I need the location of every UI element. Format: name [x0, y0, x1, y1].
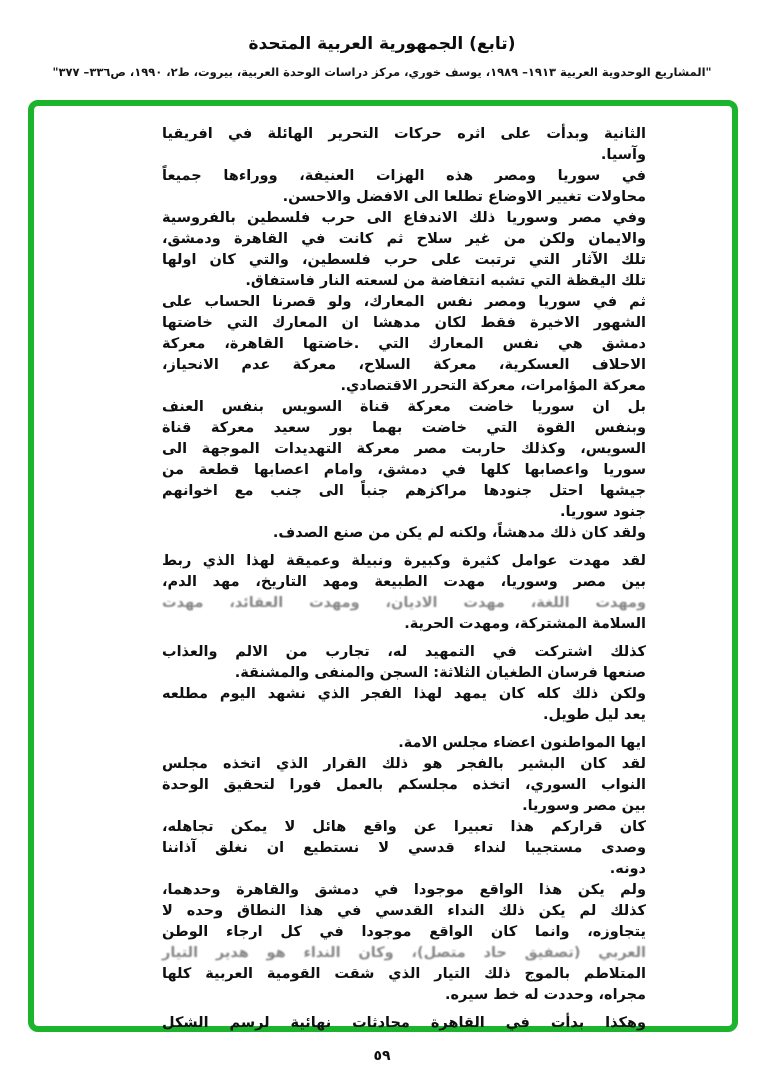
text-line: وبنفس القوة التي خاضت بهما بور سعيد معركة قناة: [162, 420, 646, 436]
text-line: بين مصر وسوريا.: [522, 798, 646, 814]
text-line: السويس، وكذلك حاربت مصر معركة التهديدات الموجهة الى: [162, 441, 646, 457]
text-line: الشهور الاخيرة فقط لكان مدهشا ان المعارك التي خاضتها: [162, 315, 646, 331]
body-text: [162, 124, 646, 1034]
text-line: في سوريا ومصر هذه الهزات العنيفة، ووراءها جميعاً: [162, 168, 646, 184]
text-line: النواب السوري، اتخذه مجلسكم بالعمل فورا لتحقيق الوحدة: [162, 777, 646, 793]
text-line: العربي (تصفيق حاد متصل)، وكان النداء هو هدير التيار: [162, 945, 646, 961]
page-number: ٥٩: [373, 1048, 391, 1064]
text-line: بل ان سوريا خاضت معركة قناة السويس بنفس العنف: [162, 399, 646, 415]
text-line: مجراه، وحددت له خط سيره.: [444, 987, 646, 1003]
text-line: ولم يكن هذا الواقع موجودا في دمشق والقاهرة وحدهما،: [162, 882, 646, 898]
document-header: [0, 34, 764, 79]
text-line: تلك الآثار التي ترتبت على حرب فلسطين، والتي كان اولها: [162, 252, 646, 268]
text-line: وفي مصر وسوريا ذلك الاندفاع الى حرب فلسطين بالفروسية: [162, 210, 646, 226]
text-line: ثم في سوريا ومصر نفس المعارك، ولو قصرنا الحساب على: [162, 294, 646, 310]
text-line: وهكذا بدأت في القاهرة محادثات نهائية لرسم الشكل: [162, 1015, 646, 1031]
text-line: دونه.: [609, 861, 646, 877]
text-line: جيشها احتل جنودها مراكزهم جنباً الى جنب مع اخوانهم: [162, 483, 646, 499]
text-line: بين مصر وسوريا، مهدت الطبيعة ومهد التاريخ، مهد الدم،: [162, 574, 646, 590]
text-line: وصدى مستجيبا لنداء قدسي لا نستطيع ان نغلق آذاننا: [162, 840, 646, 856]
page-title: (تابع) الجمهورية العربية المتحدة: [248, 34, 516, 54]
citation-line: "المشاريع الوحدوية العربية ١٩١٣– ١٩٨٩، يوسف خوري، مركز دراسات الوحدة العربية، بيروت، ط٢، ١٩٩٠، ص٣٣٦– ٣٧٧": [52, 65, 712, 79]
text-line: كان قراركم هذا تعبيرا عن واقع هائل لا يمكن تجاهله،: [162, 819, 646, 835]
text-line: معركة المؤامرات، معركة التحرر الاقتصادي.: [340, 378, 646, 394]
text-line: ايها المواطنون اعضاء مجلس الامة.: [398, 735, 646, 751]
text-line: سوريا واعصابها كلها في دمشق، وامام اعصابها قطعة من: [162, 462, 646, 478]
text-line: دمشق هي نفس المعارك التي .خاضتها القاهرة، معركة: [162, 336, 646, 352]
text-line: كذلك اشتركت في التمهيد له، تجارب من الالم والعذاب: [162, 644, 646, 660]
text-line: يتجاوزه، وانما كان الواقع موجودا في كل ارجاء الوطن: [162, 924, 646, 940]
text-line: والايمان ولكن من غير سلاح ثم كانت في القاهرة ودمشق،: [162, 231, 646, 247]
document-frame: [28, 100, 738, 1032]
text-line: الثانية وبدأت على اثره حركات التحرير الهائلة في افريقيا: [162, 126, 646, 142]
text-line: لقد مهدت عوامل كثيرة وكبيرة ونبيلة وعميقة لهذا الذي ربط: [162, 553, 646, 569]
text-line: محاولات تغيير الاوضاع تطلعا الى الافضل والاحسن.: [282, 189, 646, 205]
text-line: تلك اليقظة التي تشبه انتفاضة من لسعته النار فاستفاق.: [245, 273, 646, 289]
text-line: ومهدت اللغة، مهدت الاديان، ومهدت العقائد، مهدت: [162, 595, 646, 611]
text-line: المتلاطم بالموج ذلك التيار الذي شقت القومية العربية كلها: [162, 966, 646, 982]
text-line: وآسيا.: [600, 147, 646, 163]
text-line: جنود سوريا.: [559, 504, 646, 520]
text-line: كذلك لم يكن ذلك النداء القدسي في هذا النطاق وحده لا: [162, 903, 646, 919]
text-line: السلامة المشتركة، ومهدت الحرية.: [404, 616, 646, 632]
text-line: لقد كان البشير بالفجر هو ذلك القرار الذي اتخذه مجلس: [162, 756, 646, 772]
text-line: ولقد كان ذلك مدهشاً، ولكنه لم يكن من صنع الصدف.: [272, 525, 646, 541]
text-line: يعد ليل طويل.: [542, 707, 646, 723]
text-line: صنعها فرسان الطغيان الثلاثة: السجن والمنفى والمشنقة.: [234, 665, 646, 681]
text-line: ولكن ذلك كله كان يمهد لهذا الفجر الذي نشهد اليوم مطلعه: [162, 686, 646, 702]
text-line: الاحلاف العسكرية، معركة السلاح، معركة عدم الانحياز،: [162, 357, 646, 373]
